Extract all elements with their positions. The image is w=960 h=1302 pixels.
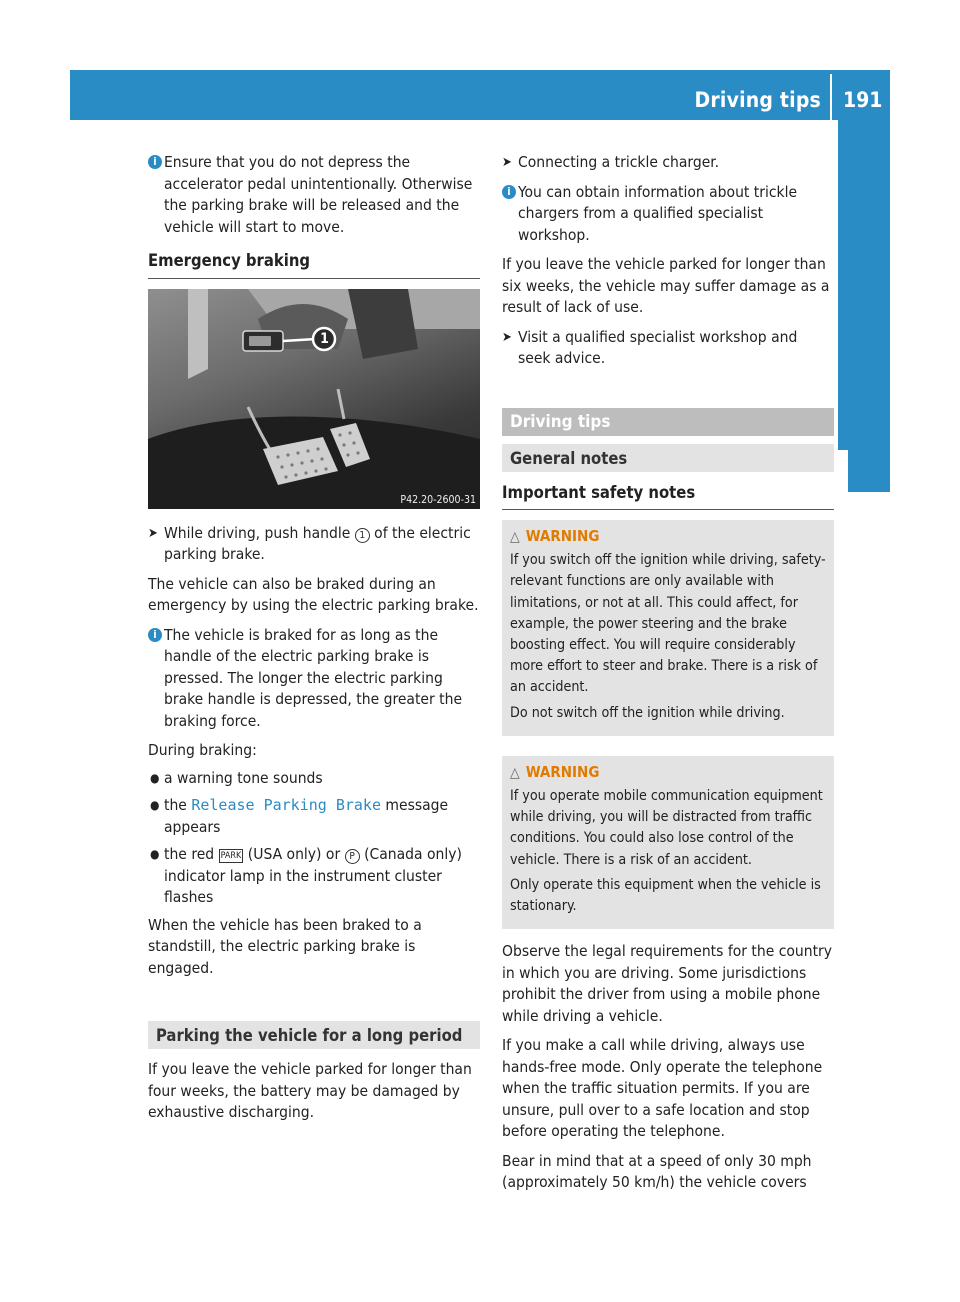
side-tab-label: Driving and parking xyxy=(852,198,876,410)
image-code: P42.20-2600-31 xyxy=(400,493,476,506)
list-item: ● a warning tone sounds xyxy=(148,768,480,790)
info-icon: i xyxy=(148,155,162,169)
info-text: You can obtain information about trickle chargers from a qualified specialist workshop. xyxy=(518,182,798,244)
info-icon: i xyxy=(502,185,516,199)
park-lamp-icon: PARK xyxy=(220,851,242,861)
warning-triangle-icon: △ xyxy=(510,764,520,781)
info-text: Ensure that you do not depress the accelerator pedal unintentionally. Otherwise the parking brake will be released and the vehicle will start to move. xyxy=(164,153,473,236)
warning-text: Only operate this equipment when the vehicle is stationary. xyxy=(510,876,821,915)
warning-text: Do not switch off the ignition while driving. xyxy=(510,704,785,721)
paragraph: If you make a call while driving, always use hands-free mode. Only operate the telephone when the traffic situation permits. If you are unsure, pull over to a safe location and stop before operating the telephone. xyxy=(502,1036,823,1141)
side-tab-block xyxy=(848,450,890,492)
bullet-icon: ● xyxy=(150,770,160,785)
callout-number: 1 xyxy=(320,330,329,347)
callout-circle-icon: 1 xyxy=(355,528,370,543)
info-text: The vehicle is braked for as long as the handle of the electric parking brake is pressed. The longer the electric parking brake handle is depressed, the greater the braking force. xyxy=(164,625,463,730)
paragraph: If you leave the vehicle parked for longer than four weeks, the battery may be damaged by exhaustive discharging. xyxy=(148,1060,472,1121)
step-arrow-icon: ➤ xyxy=(148,525,158,541)
warning-title: △ WARNING xyxy=(510,762,600,781)
warning-text: If you switch off the ignition while driving, safety-relevant functions are only available with limitations, or not at all. This could affect, for example, the power steering and the brake boosting effect. You will require considerably more effort to steer and brake. There is a risk of an accident. xyxy=(510,552,826,696)
step-trickle-charger: ➤ Connecting a trickle charger. xyxy=(502,152,834,174)
header-separator xyxy=(830,74,832,120)
info-note xyxy=(502,182,834,247)
warning-box xyxy=(502,520,834,736)
step-visit-workshop: ➤ Visit a qualified specialist workshop and seek advice. xyxy=(502,327,798,367)
warning-box xyxy=(502,756,834,929)
step-arrow-icon: ➤ xyxy=(502,329,512,345)
heading-emergency-braking: Emergency braking xyxy=(148,250,480,279)
warning-title: △ WARNING xyxy=(510,527,600,545)
warning-triangle-icon: △ xyxy=(510,529,520,545)
info-note xyxy=(148,625,480,733)
paragraph: If you leave the vehicle parked for longer than six weeks, the vehicle may suffer damage as a result of lack of use. xyxy=(502,255,830,316)
right-column xyxy=(502,152,834,1202)
bullet-icon: ● xyxy=(150,798,160,812)
bullet-icon: ● xyxy=(150,847,160,861)
info-note xyxy=(148,152,480,238)
header-title: Driving tips xyxy=(694,88,821,112)
paragraph: Bear in mind that at a speed of only 30 mph (approximately 50 km/h) the vehicle covers xyxy=(502,1151,812,1192)
heading-long-period: Parking the vehicle for a long period xyxy=(148,1021,480,1049)
heading-safety-notes: Important safety notes xyxy=(502,482,834,511)
info-icon: i xyxy=(148,628,162,642)
page-number: 191 xyxy=(843,88,883,112)
display-message: Release Parking Brake xyxy=(191,796,381,814)
list-item: ● the red PARK (USA only) or P (Canada only) indicator lamp in the instrument cluster flashes xyxy=(150,845,462,906)
heading-driving-tips: Driving tips xyxy=(502,408,834,436)
pedal-photo xyxy=(148,289,480,509)
step-arrow-icon: ➤ xyxy=(502,155,512,170)
step-push-handle: ➤ While driving, push handle 1 of the electric parking brake. xyxy=(148,523,471,563)
warning-text: If you operate mobile communication equipment while driving, you will be distracted from traffic conditions. You could also lose control of the vehicle. There is a risk of an accident. xyxy=(510,788,823,868)
p-lamp-icon: P xyxy=(345,849,360,864)
paragraph: During braking: xyxy=(148,741,257,759)
paragraph: When the vehicle has been braked to a standstill, the electric parking brake is engaged. xyxy=(148,915,422,977)
left-column xyxy=(148,152,480,1132)
paragraph: The vehicle can also be braked during an emergency by using the electric parking brake. xyxy=(148,574,479,614)
heading-general-notes: General notes xyxy=(502,444,834,472)
list-item: ● the Release Parking Brake message appears xyxy=(150,796,449,836)
paragraph: Observe the legal requirements for the country in which you are driving. Some jurisdictions prohibit the driver from using a mobile phone while driving a vehicle. xyxy=(502,942,833,1025)
